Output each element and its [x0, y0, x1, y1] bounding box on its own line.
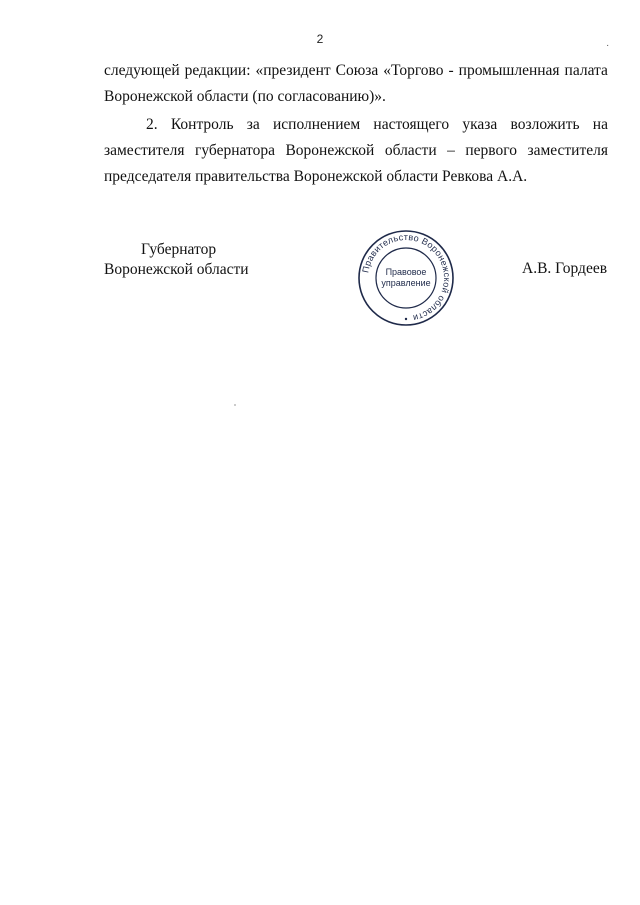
word: заместителя	[527, 142, 608, 159]
paragraph-1	[104, 58, 608, 110]
word: –	[447, 142, 455, 159]
stamp-ring-text: Правительство Воронежской области	[360, 231, 453, 324]
word: Союза	[335, 62, 379, 79]
word: указа	[462, 116, 498, 133]
page-number: 2	[316, 32, 324, 46]
stamp-center-line-2: управление	[381, 278, 431, 288]
signatory-title-line-2: Воронежской области	[104, 261, 249, 278]
paragraph-2-line-1	[104, 112, 608, 138]
corner-mark: ·	[606, 40, 610, 51]
word: первого	[465, 142, 517, 159]
word: -	[448, 62, 454, 79]
word: редакции:	[184, 62, 251, 79]
signatory-title	[104, 240, 249, 280]
paragraph-2-line-3: председателя правительства Воронежской области Ревкова А.А.	[104, 168, 528, 185]
signatory-name: А.В. Гордеев	[522, 260, 608, 277]
word: исполнением	[272, 116, 361, 133]
word: на	[592, 116, 608, 133]
scan-speck	[234, 404, 236, 406]
word: возложить	[510, 116, 580, 133]
word: настоящего	[373, 116, 450, 133]
word: следующей	[104, 62, 180, 79]
word: Контроль	[170, 116, 234, 133]
stamp-center-line-1: Правовое	[385, 267, 427, 277]
stamp-star	[405, 318, 407, 320]
word: «президент	[255, 62, 331, 79]
word: «Торгово	[383, 62, 444, 79]
word: Воронежской	[285, 142, 375, 159]
signatory-title-line-1: Губернатор	[141, 241, 217, 258]
word: области	[384, 142, 437, 159]
paragraph-1-line-2: Воронежской области (по согласованию)».	[104, 88, 386, 105]
word: палата	[564, 62, 608, 79]
paragraph-1-line-1	[104, 58, 608, 84]
word: промышленная	[458, 62, 560, 79]
word: губернатора	[195, 142, 275, 159]
official-stamp	[356, 228, 456, 328]
paragraph-2	[104, 112, 608, 190]
paragraph-2-line-2	[104, 138, 608, 164]
word: 2.	[146, 116, 158, 133]
word: за	[246, 116, 260, 133]
word: заместителя	[104, 142, 185, 159]
